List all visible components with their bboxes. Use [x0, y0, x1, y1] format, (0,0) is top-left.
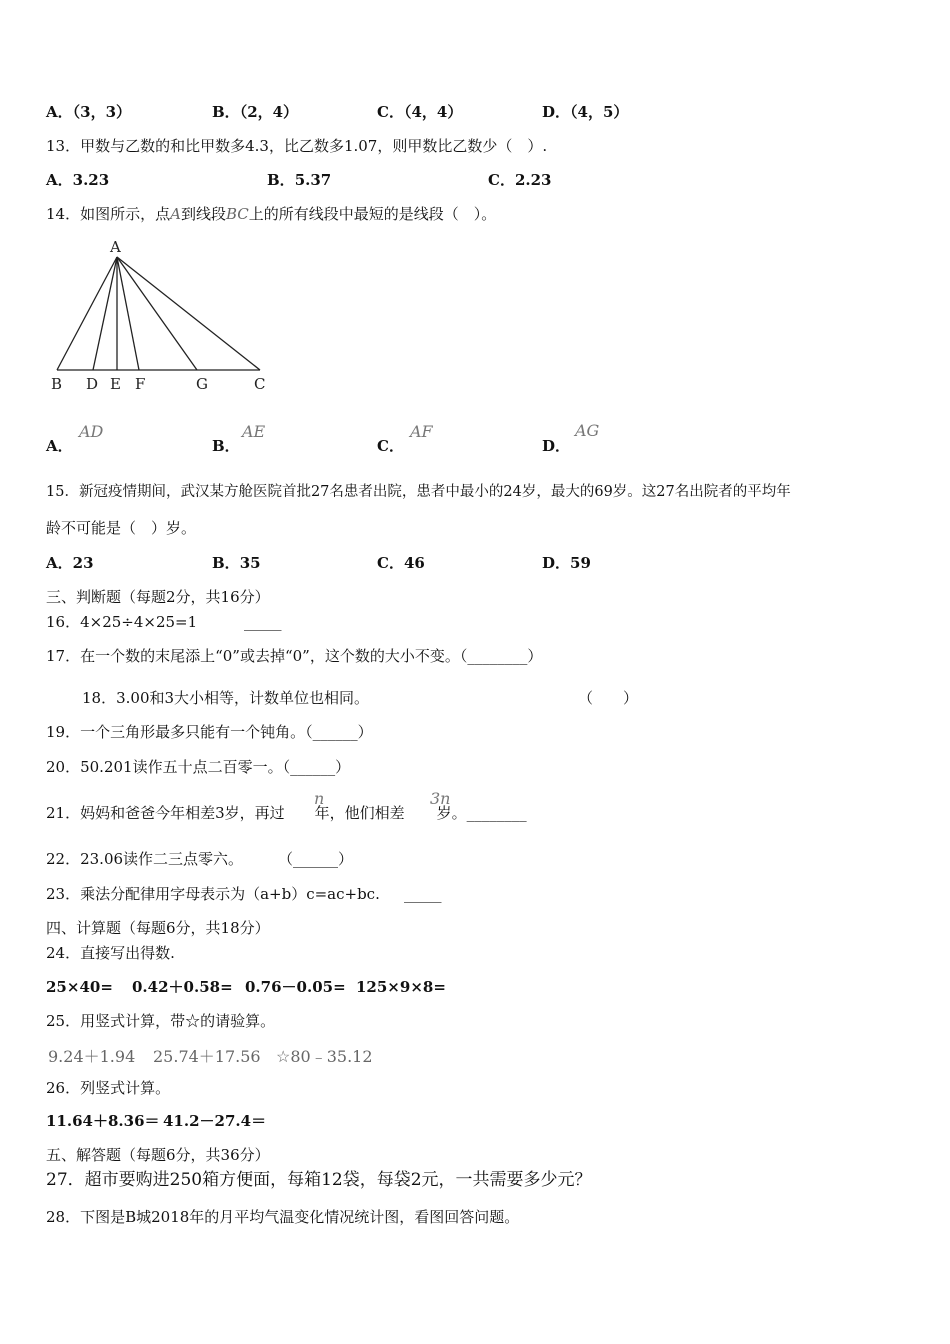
- label-b: B: [51, 375, 63, 393]
- q24-item: 0.42＋0.58=: [132, 978, 233, 996]
- q21-question: 21．妈妈和爸爸今年相差3岁，再过 年，他们相差 岁。________: [46, 804, 527, 822]
- q14-option-a-letter: A．: [46, 437, 73, 455]
- segment-ad: [93, 257, 117, 370]
- q27-question: 27．超市要购进250箱方便面，每箱12袋，每袋2元，一共需要多少元？: [46, 1170, 592, 1190]
- q16-blank: _____: [244, 613, 282, 631]
- q25-item: 9.24＋1.94: [48, 1047, 136, 1066]
- q26-item: 11.64＋8.36＝: [46, 1112, 160, 1130]
- q15-question-line2: 龄不可能是（ ）岁。: [46, 519, 197, 537]
- segment-ac: [117, 257, 260, 370]
- label-f: F: [135, 375, 146, 393]
- q13-option-a: A．3.23: [46, 171, 110, 189]
- q13-option-b: B．5.37: [267, 171, 332, 189]
- label-g: G: [196, 375, 208, 393]
- q15-option-a: A．23: [46, 554, 94, 572]
- label-c: C: [254, 375, 266, 393]
- q13-option-c: C．2.23: [488, 171, 552, 189]
- label-a: A: [110, 238, 121, 256]
- q21-var-n: n: [314, 789, 325, 808]
- q17-question: 17．在一个数的末尾添上“0”或去掉“0”，这个数的大小不变。（________）: [46, 647, 543, 665]
- q25-item-starred: ☆80﹣35.12: [276, 1047, 373, 1066]
- q24-question: 24．直接写出得数.: [46, 944, 175, 962]
- q14-option-b-letter: B．: [212, 437, 240, 455]
- q18-bracket: （ ）: [578, 689, 639, 707]
- q22-question: 22．23.06读作二三点零六。: [46, 850, 244, 868]
- segment-ab: [57, 257, 117, 370]
- q14-option-c-letter: C．: [377, 437, 404, 455]
- q20-question: 20．50.201读作五十点二百零一。（______）: [46, 758, 351, 776]
- segment-ag: [117, 257, 197, 370]
- q15-option-c: C．46: [377, 554, 425, 572]
- q14-option-a-text: AD: [79, 422, 104, 441]
- q26-item: 41.2－27.4＝: [163, 1112, 267, 1130]
- q25-item: 25.74＋17.56: [153, 1047, 261, 1066]
- segment-af: [117, 257, 139, 370]
- q15-question-line1: 15．新冠疫情期间，武汉某方舱医院首批27名患者出院，患者中最小的24岁，最大的69岁。这27名出院者的平均年: [46, 484, 791, 500]
- q24-item: 125×9×8=: [356, 978, 446, 996]
- q15-option-b: B．35: [212, 554, 261, 572]
- q14-option-c-text: AF: [410, 422, 433, 441]
- label-e: E: [110, 375, 121, 393]
- q14-option-d-letter: D．: [542, 437, 571, 455]
- q12-option-d: D．（4，5）: [542, 103, 629, 121]
- q14-option-d-text: AG: [575, 421, 600, 440]
- q23-question: 23．乘法分配律用字母表示为（a+b）c=ac+bc.: [46, 885, 380, 903]
- q16-question: 16．4×25÷4×25=1: [46, 613, 198, 631]
- q19-question: 19．一个三角形最多只能有一个钝角。（______）: [46, 723, 373, 741]
- q18-question: 18．3.00和3大小相等，计数单位也相同。: [82, 689, 370, 707]
- q14-question: 14．如图所示，点A到线段BC上的所有线段中最短的是线段（ ）。: [46, 205, 497, 223]
- label-d: D: [86, 375, 99, 393]
- q26-question: 26．列竖式计算。: [46, 1079, 171, 1097]
- q14-segment-bc: BC: [225, 205, 249, 223]
- q21-var-3n: 3n: [430, 789, 451, 808]
- q28-question: 28．下图是B城2018年的月平均气温变化情况统计图，看图回答问题。: [46, 1208, 520, 1226]
- q12-option-c: C．（4，4）: [377, 103, 463, 121]
- q12-option-a: A．（3，3）: [46, 103, 132, 121]
- q14-option-b-text: AE: [242, 422, 266, 441]
- q23-blank: _____: [404, 885, 442, 903]
- q25-question: 25．用竖式计算，带☆的请验算。: [46, 1012, 276, 1030]
- q12-option-b: B．（2，4）: [212, 103, 299, 121]
- section3-heading: 三、判断题（每题2分，共16分）: [46, 588, 270, 606]
- triangle-figure: [45, 235, 275, 395]
- q14-point-a: A: [170, 205, 181, 223]
- q24-item: 0.76－0.05=: [245, 978, 346, 996]
- q15-option-d: D．59: [542, 554, 591, 572]
- q22-blank: （______）: [278, 850, 354, 868]
- q13-question: 13．甲数与乙数的和比甲数多4.3，比乙数多1.07，则甲数比乙数少（ ）.: [46, 137, 548, 155]
- q24-item: 25×40=: [46, 978, 113, 996]
- section4-heading: 四、计算题（每题6分，共18分）: [46, 919, 270, 937]
- section5-heading: 五、解答题（每题6分，共36分）: [46, 1146, 270, 1164]
